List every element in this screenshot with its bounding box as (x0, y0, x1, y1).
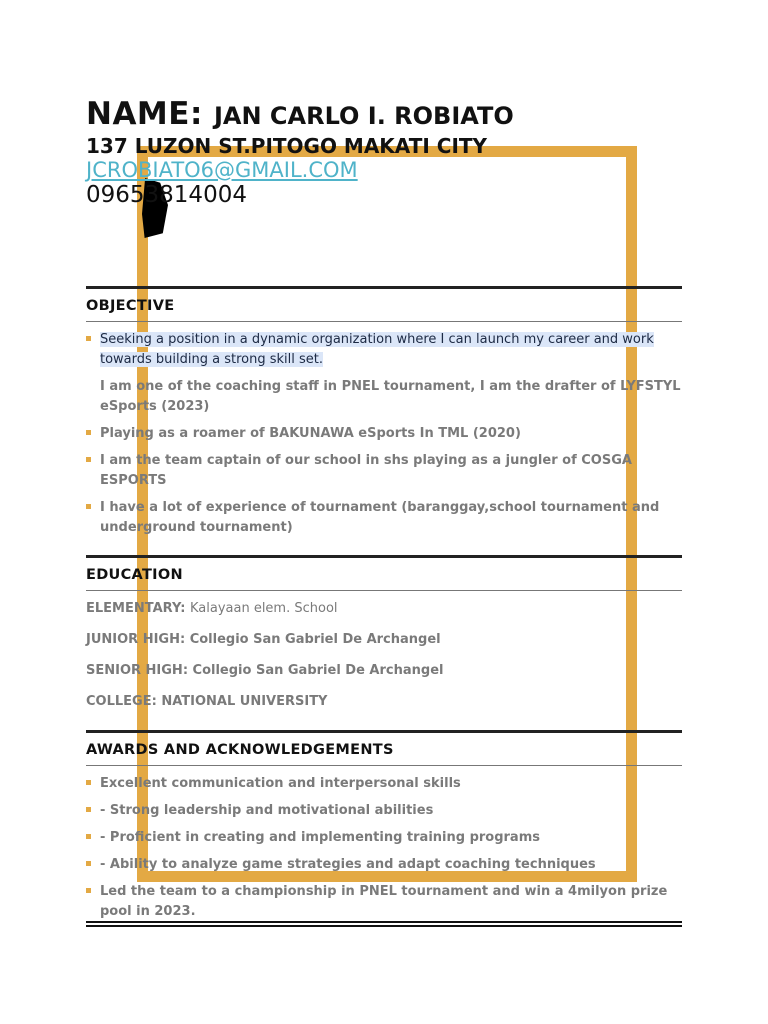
name-line (86, 96, 686, 137)
list-item: - Proficient in creating and implementing training programs (86, 828, 682, 848)
name-label: NAME: (86, 96, 203, 132)
education-level: ELEMENTARY: (86, 601, 186, 616)
list-item (86, 330, 682, 370)
education-row (86, 693, 682, 711)
list-item: - Strong leadership and motivational abilities (86, 801, 682, 821)
bottom-double-rule (86, 921, 682, 929)
objective-list (86, 330, 682, 538)
school-name: Collegio San Gabriel De Archangel (189, 632, 441, 647)
awards-section (86, 730, 682, 922)
section-rule-bottom (86, 321, 682, 322)
list-item: - Ability to analyze game strategies and adapt coaching techniques (86, 855, 682, 875)
school-name: Collegio San Gabriel De Archangel (192, 663, 444, 678)
list-item: I have a lot of experience of tournament (baranggay,school tournament and underground tournament) (86, 498, 682, 538)
rule-line (86, 925, 682, 927)
objective-section (86, 286, 682, 538)
name-value: JAN CARLO I. ROBIATO (213, 102, 514, 130)
list-item: Playing as a roamer of BAKUNAWA eSports In TML (2020) (86, 424, 682, 444)
objective-text-selected[interactable]: Seeking a position in a dynamic organization where I can launch my career and work towards building a strong skill set. (100, 332, 654, 367)
awards-title: AWARDS AND ACKNOWLEDGEMENTS (86, 742, 394, 758)
awards-list (86, 774, 682, 922)
education-row (86, 600, 682, 618)
email-link[interactable]: JCROBIATO6@GMAIL.COM (86, 158, 358, 182)
education-row (86, 631, 682, 649)
section-rule-bottom (86, 765, 682, 766)
objective-title: OBJECTIVE (86, 298, 175, 314)
education-title: EDUCATION (86, 567, 183, 583)
education-level: COLLEGE: (86, 694, 157, 709)
address: 137 LUZON ST.PITOGO MAKATI CITY (86, 134, 488, 158)
section-rule-bottom (86, 590, 682, 591)
education-section (86, 555, 682, 711)
list-item: Led the team to a championship in PNEL tournament and win a 4milyon prize pool in 2023. (86, 882, 682, 922)
rule-line (86, 921, 682, 923)
education-level: SENIOR HIGH: (86, 663, 189, 678)
list-item: I am one of the coaching staff in PNEL tournament, I am the drafter of LYFSTYL eSports (2023) (100, 379, 681, 414)
phone-number: 09653814004 (86, 182, 247, 208)
education-list (86, 600, 682, 711)
list-item: Excellent communication and interpersonal skills (86, 774, 682, 794)
school-name: NATIONAL UNIVERSITY (161, 694, 328, 709)
education-row (86, 662, 682, 680)
education-level: JUNIOR HIGH: (86, 632, 186, 647)
resume-header (86, 96, 686, 207)
school-name: Kalayaan elem. School (189, 601, 338, 616)
list-item: I am the team captain of our school in shs playing as a jungler of COSGA ESPORTS (86, 451, 682, 491)
